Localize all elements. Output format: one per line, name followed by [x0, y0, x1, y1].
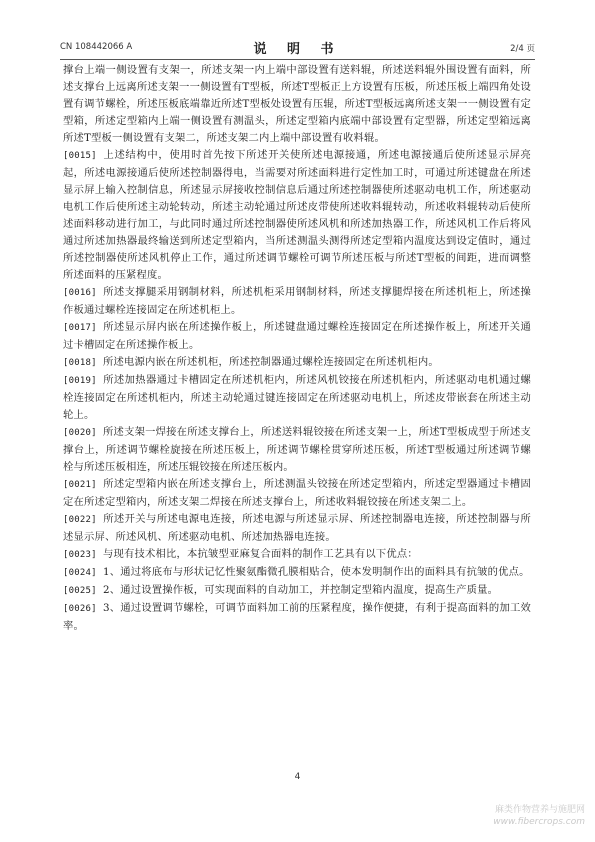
paragraph-number: [0023]	[63, 550, 97, 560]
paragraph-number: [0026]	[63, 604, 97, 614]
page-number: 4	[294, 772, 301, 782]
paragraph	[63, 476, 531, 511]
paragraph	[63, 372, 531, 424]
paragraph-number: [0015]	[63, 151, 97, 161]
watermark-url: www.fibercrops.com	[493, 817, 585, 827]
paragraph-list	[63, 147, 531, 635]
header-divider	[60, 59, 535, 60]
paragraph	[63, 319, 531, 354]
paragraph-text: 所述电源内嵌在所述机柜，所述控制器通过螺栓连接固定在所述机柜内。	[103, 356, 439, 368]
paragraph	[63, 564, 531, 582]
paragraph-number: [0025]	[63, 586, 97, 596]
paragraph-text: 所述开关与所述电源电连接，所述电源与所述显示屏、所述控制器电连接，所述控制器与所述显示屏、所述风机、所述驱动电机、所述加热器电连接。	[63, 513, 531, 543]
document-body	[63, 62, 531, 635]
watermark-site-name: 麻类作物营养与施肥网	[494, 805, 585, 815]
paragraph-number: [0020]	[63, 428, 97, 438]
paragraph-number: [0017]	[63, 323, 97, 333]
paragraph	[63, 424, 531, 476]
paragraph	[63, 546, 531, 564]
paragraph-text: 2、通过设置操作板，可实现面料的自动加工，并控制定型箱内温度，提高生产质量。	[103, 584, 499, 596]
paragraph-text: 1、通过将底布与形状记忆性聚氨酯微孔膜相贴合，使本发明制作出的面料具有抗皱的优点。	[103, 566, 530, 578]
paragraph	[63, 284, 531, 319]
watermark	[493, 804, 585, 828]
paragraph-text: 与现有技术相比，本抗皱型亚麻复合面料的制作工艺具有以下优点：	[103, 548, 418, 560]
paragraph-number: [0022]	[63, 515, 97, 525]
paragraph	[63, 582, 531, 600]
paragraph	[63, 511, 531, 546]
paragraph-number: [0016]	[63, 288, 97, 298]
paragraph-text: 所述支架一焊接在所述支撑台上，所述送料辊铰接在所述支架一上，所述T型板成型于所述支撑台上，所述调节螺栓旋接在所述压板上，所述调节螺栓贯穿所述压板，所述T型板通过所述调节螺栓与所述压板相连，所述压辊铰接在所述压板内。	[63, 426, 531, 473]
intro-paragraph: 撑台上端一侧设置有支架一，所述支架一内上端中部设置有送料辊，所述送料辊外围设置有面料，所述支撑台上远离所述支架一一侧设置有T型板，所述T型板正上方设置有压板，所述压板上端四角处设置有调节螺栓，所述压板底端靠近所述T型板处设置有压辊，所述T型板远离所述支架一一侧设置有定型箱，所述定型箱内上端一侧设置有测温头，所述定型箱内底端中部设置有定型器，所述定型箱远离所述T型板一侧设置有支架二，所述支架二内上端中部设置有收料辊。	[63, 64, 531, 144]
page-info: 2/4 页	[510, 44, 535, 54]
paragraph	[63, 354, 531, 372]
paragraph-number: [0018]	[63, 358, 97, 368]
paragraph-number: [0019]	[63, 376, 97, 386]
paragraph-text: 上述结构中，使用时首先按下所述开关使所述电源接通，所述电源接通后使所述显示屏亮起，所述电源接通后使所述控制器得电，当需要对所述面料进行定性加工时，可通过所述键盘在所述显示屏上输入控制信息，所述显示屏接收控制信息后通过所述控制器使所述驱动电机工作，所述驱动电机工作后使所述主动轮转动，所述主动轮通过所述皮带使所述收料辊转动，所述收料辊转动后使所述面料移动进行加工，与此同时通过所述控制器使所述风机和所述加热器工作，所述风机工作后将风通过所述加热器最终输送到所述定型箱内，当所述测温头测得所述定型箱内温度达到设定值时，通过所述控制器使所述风机停止工作，通过所述调节螺栓可调节所述压板与所述T型板的间距，进而调整所述面料的压紧程度。	[63, 149, 531, 281]
paragraph-text: 所述显示屏内嵌在所述操作板上，所述键盘通过螺栓连接固定在所述操作板上，所述开关通过卡槽固定在所述操作板上。	[63, 321, 531, 351]
paragraph-text: 所述加热器通过卡槽固定在所述机柜内，所述风机铰接在所述机柜内，所述驱动电机通过螺栓连接固定在所述机柜内，所述主动轮通过键连接固定在所述驱动电机上，所述皮带嵌套在所述主动轮上。	[63, 374, 531, 421]
patent-number: CN 108442066 A	[60, 42, 133, 52]
paragraph-number: [0021]	[63, 480, 97, 490]
page-header	[60, 38, 535, 58]
paragraph-text: 所述定型箱内嵌在所述支撑台上，所述测温头铰接在所述定型箱内，所述定型器通过卡槽固定在所述定型箱内，所述支架二焊接在所述支撑台上，所述收料辊铰接在所述支架二上。	[63, 478, 531, 508]
paragraph-text: 所述支撑腿采用钢制材料，所述机柜采用钢制材料，所述支撑腿焊接在所述机柜上，所述操作板通过螺栓连接固定在所述机柜上。	[63, 286, 531, 316]
paragraph-number: [0024]	[63, 568, 97, 578]
paragraph	[63, 600, 531, 635]
paragraph-text: 3、通过设置调节螺栓，可调节面料加工前的压紧程度，操作便捷，有利于提高面料的加工效率。	[63, 602, 531, 632]
document-title: 说 明 书	[253, 42, 342, 57]
paragraph	[63, 147, 531, 284]
